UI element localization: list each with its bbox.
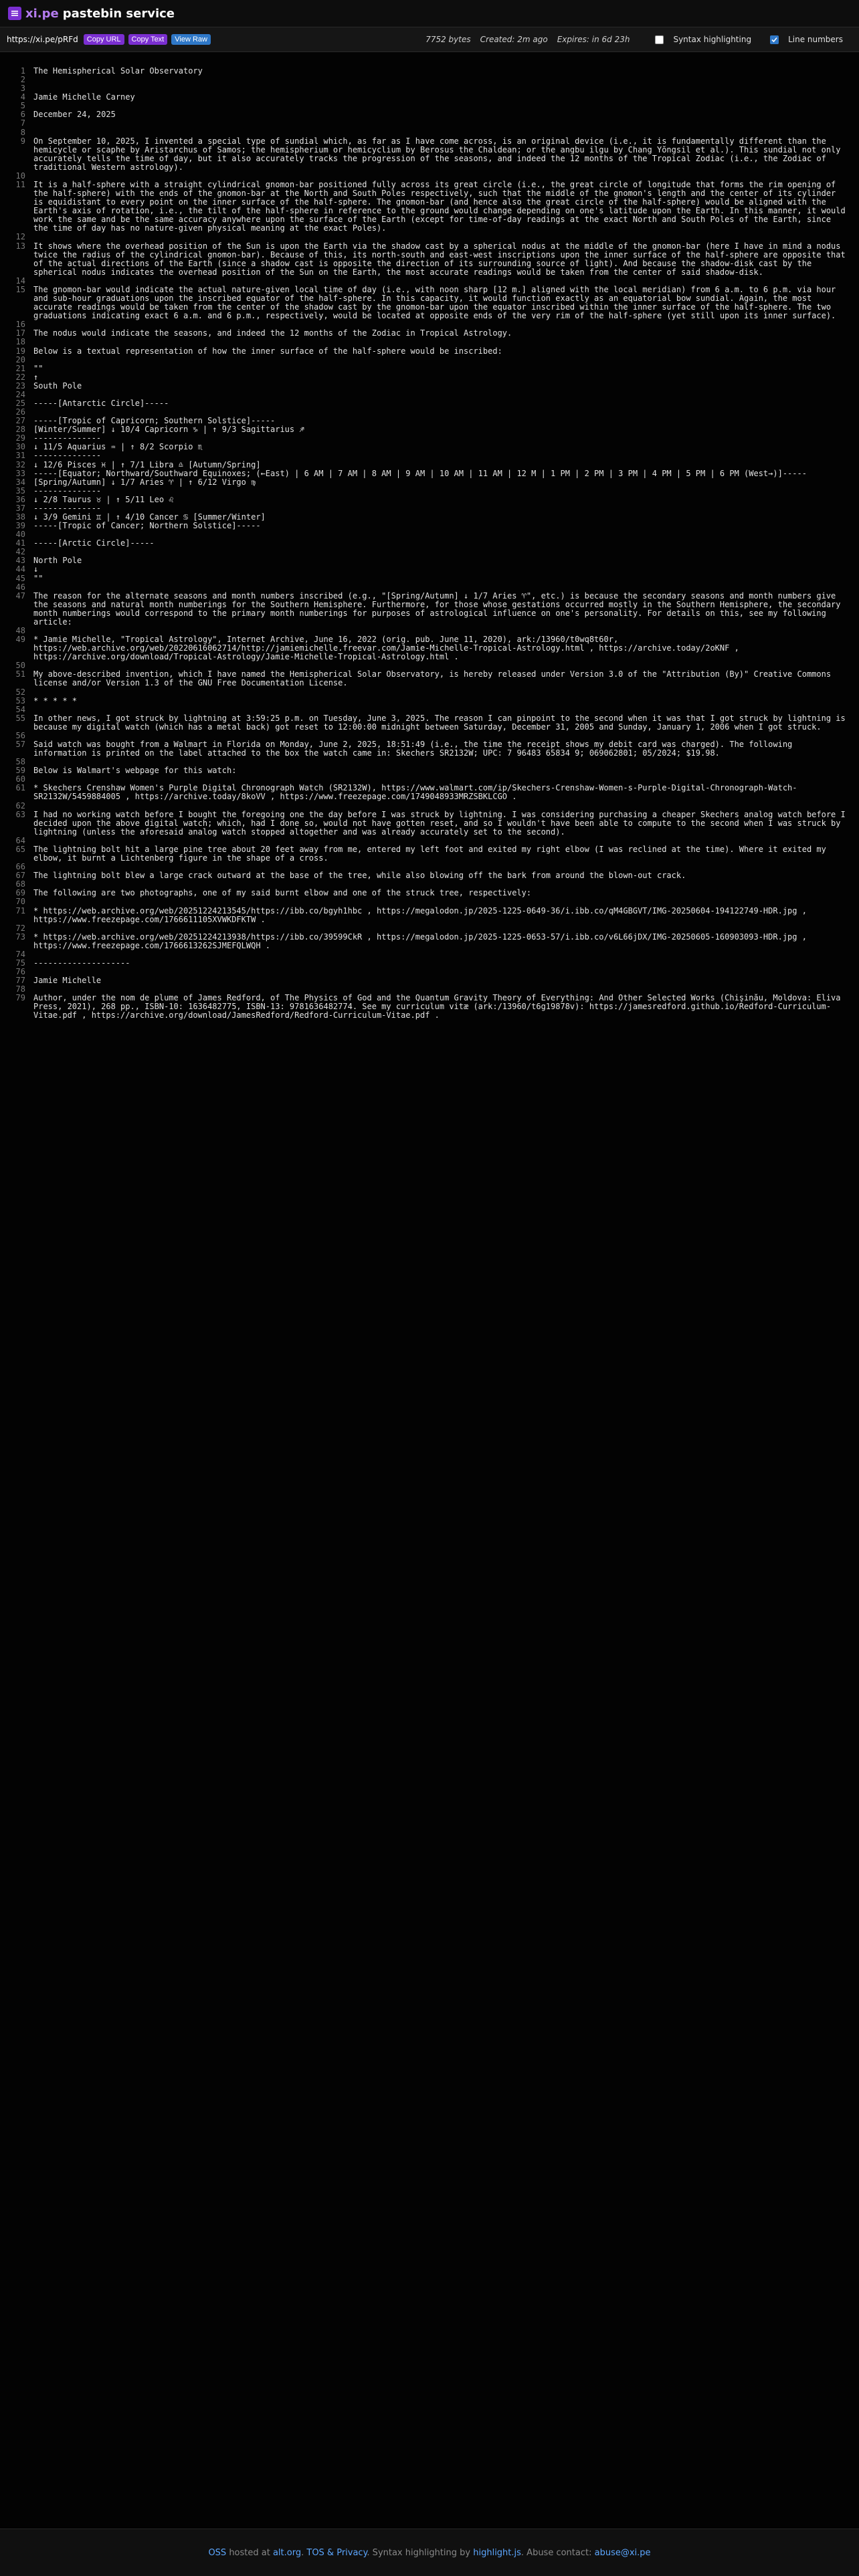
line-number: 24 [15, 389, 25, 399]
line-text: -------------- [33, 451, 102, 461]
code-line [0, 67, 859, 76]
line-text [29, 897, 847, 906]
code-line [0, 76, 859, 84]
line-text: In other news, I got struck by lightning at 3:59:25 p.m. on Tuesday, June 3, 2025. The reason I can pinpoint to the second when it was that I got struck by lightning is because my digital watch (which has a metal back) got reset to 12:00:00 midnight between Saturday, December 31, 2005 and Sunday, January 1, 2006 when I got struck. [33, 713, 850, 732]
code-line [0, 968, 859, 976]
line-number: 58 [15, 757, 25, 767]
code-line [0, 740, 859, 758]
line-text: -----[Equator; Northward/Southward Equinoxes; (←East) | 6 AM | 7 AM | 8 AM | 9 AM | 10 AM | 11 AM | 12 M | 1 PM | 2 PM | 3 PM | 4 PM | 5 PM | 6 PM (West→)]----- [33, 468, 807, 478]
line-number: 52 [15, 687, 25, 697]
code-line [0, 425, 859, 434]
line-number: 40 [15, 530, 25, 540]
line-number: 4 [20, 92, 25, 102]
code-line [0, 469, 859, 478]
line-number: 11 [15, 180, 25, 190]
line-number: 75 [15, 958, 25, 968]
footer-syntax-text: . Syntax highlighting by [367, 2547, 474, 2558]
footer-hljs-link[interactable]: highlight.js [473, 2547, 521, 2558]
line-number: 13 [15, 241, 25, 251]
footer-abuse-link[interactable]: abuse@xi.pe [594, 2547, 651, 2558]
line-text: -------------- [33, 503, 102, 513]
line-text: My above-described invention, which I have named the Hemispherical Solar Observatory, is hereby released under Version 3.0 of the "Attribution (By)" Creative Commons license and/or Version 1.3 of the GNU Free Documentation License. [33, 669, 836, 688]
line-number: 38 [15, 512, 25, 522]
code-line [0, 706, 859, 714]
line-number: 16 [15, 320, 25, 330]
line-text [29, 688, 847, 697]
line-text [29, 102, 847, 110]
line-text [29, 119, 847, 128]
line-text [29, 84, 847, 93]
line-number: 30 [15, 442, 25, 452]
line-text: Author, under the nom de plume of James Redford, of The Physics of God and the Quantum Gravity Theory of Everything: And Other Selected Works (Chişinău, Moldova: Eliva Press, 2021), 268 pp., ISBN-10: 1636482775, ISBN-13: 9781636482774. See my curriculum vitæ (ark:/13960/t6g19878v): https://jamesredford.github.io/Redford-Curriculum-Vitae.pdf , https://archive.org/download/JamesRedford/Redford-Curriculum-Vitae.pdf . [33, 993, 846, 1021]
paste-size: 7752 bytes [425, 35, 471, 44]
line-number: 68 [15, 879, 25, 889]
code-line [0, 443, 859, 451]
code-line [0, 635, 859, 661]
view-raw-button[interactable]: View Raw [171, 34, 211, 45]
code-line [0, 233, 859, 241]
line-number: 15 [15, 284, 25, 294]
line-number: 41 [15, 538, 25, 548]
line-text: * https://web.archive.org/web/20251224213938/https://ibb.co/39599CkR , https://megalodon.jp/2025-1225-0653-57/i.ibb.co/v6L66jDX/IMG-20250605-160903093-HDR.jpg , https://www.freezepage.com/1766613262SJMEFQLWQH . [33, 932, 812, 950]
line-number: 67 [15, 871, 25, 881]
line-number: 45 [15, 573, 25, 583]
line-text: The Hemispherical Solar Observatory [33, 66, 203, 76]
line-number: 32 [15, 459, 25, 469]
line-number: 74 [15, 949, 25, 959]
line-number: 35 [15, 486, 25, 496]
code-line [0, 548, 859, 556]
code-line [0, 181, 859, 233]
line-text: -----[Tropic of Cancer; Northern Solstice]----- [33, 521, 261, 531]
code-line [0, 784, 859, 801]
line-text: * Skechers Crenshaw Women's Purple Digital Chronograph Watch (SR2132W), https://www.walmart.com/ip/Skechers-Crenshaw-Women-s-Purple-Digital-Chronograph-Watch-SR2132W/5459884005 , https://archive.today/8koVV , https://www.freezepage.com/1749048933MRZSBKLCGO . [33, 783, 797, 802]
code-line [0, 137, 859, 172]
footer-oss-link[interactable]: OSS [208, 2547, 227, 2558]
copy-text-button[interactable]: Copy Text [128, 34, 168, 45]
code-line [0, 845, 859, 863]
line-number: 60 [15, 774, 25, 784]
line-text [29, 968, 847, 976]
line-number: 6 [20, 110, 25, 120]
line-text: North Pole [33, 556, 82, 566]
line-text: The reason for the alternate seasons and month numbers inscribed (e.g., "[Spring/Autumn] ↓ 1/7 Aries ♈", etc.) is because the secondary seasons and month numbers give the seasons and natural month numberings for the Southern Hemisphere. Furthermore, for those whose gestations occurred mostly in the Southern Hemisphere, the secondary month numberings would correspond to the primary month numberings for purposes of astrological influence on one's personality. For details on this, see my following article: [33, 591, 846, 627]
brand-domain[interactable]: xi.pe [25, 6, 59, 21]
code-line [0, 356, 859, 364]
line-number: 63 [15, 809, 25, 819]
code-line [0, 565, 859, 574]
line-number: 46 [15, 582, 25, 592]
line-number: 7 [20, 118, 25, 128]
line-number: 78 [15, 984, 25, 994]
code-line [0, 329, 859, 338]
line-text [29, 583, 847, 592]
line-number: 31 [15, 451, 25, 461]
line-text [29, 338, 847, 346]
line-number: 51 [15, 669, 25, 679]
line-text: It shows where the overhead position of the Sun is upon the Earth via the shadow cast by a spherical nodus at the middle of the gnomon-bar (here I have in mind a nodus twice the radius of the cylindrical gnomon-bar). Because of this, its north-south and east-west inscriptions upon the inner surface of the half-sphere are opposite that of the actual directions of the Earth (since a shadow cast is opposite the direction of its surrounding source of light). And because the shadow-disk cast by the spherical nodus indicates the overhead position of the Sun on the Earth, the most accurate readings would be taken from the center of said shadow-disk. [33, 241, 850, 277]
line-text [29, 548, 847, 556]
line-text [29, 391, 847, 399]
line-text: On September 10, 2025, I invented a special type of sundial which, as far as I have come across, is an original device (i.e., it is fundamentally different than the hemicycle or scaphe by Aristarchus of Samos; the hemispherium or hemicyclium by Berosus the Chaldean; or the angbu ilgu by Chang Yŏngsil et al.). This sundial not only accurately tells the time of day, but it also accurately tracks the progression of the seasons, and indeed the 12 months of the Tropical Zodiac (i.e., the Zodiac of traditional Western astrology). [33, 136, 846, 172]
line-text: ↑ [33, 372, 39, 382]
line-text [29, 356, 847, 364]
footer-hosted-text: hosted at [226, 2547, 273, 2558]
line-number: 26 [15, 407, 25, 417]
code-line [0, 277, 859, 286]
line-number: 9 [20, 136, 25, 146]
line-text: * Jamie Michelle, "Tropical Astrology", Internet Archive, June 16, 2022 (orig. pub. June 11, 2020), ark:/13960/t0wq8t60r, https://web.archive.org/web/20220616062714/http://jamiemichelle.freevar.com/Jamie-Michelle-Tropical-Astrology.html , https://archive.today/2oKNF , https://archive.org/download/Tropical-Astrology/Jamie-Michelle-Tropical-Astrology.html . [33, 635, 745, 662]
line-number: 42 [15, 547, 25, 557]
code-line [0, 907, 859, 924]
line-number: 77 [15, 976, 25, 986]
line-text: -----[Tropic of Capricorn; Southern Solstice]----- [33, 416, 276, 426]
code-line [0, 837, 859, 845]
line-text: ↓ 2/8 Taurus ♉ | ↑ 5/11 Leo ♌ [33, 494, 174, 504]
code-line [0, 522, 859, 530]
line-number: 12 [15, 232, 25, 242]
line-number: 17 [15, 328, 25, 338]
line-number: 3 [20, 84, 25, 94]
line-text: The following are two photographs, one of my said burnt elbow and one of the struck tree, respectively: [33, 888, 532, 898]
line-number: 25 [15, 398, 25, 408]
line-text: -------------- [33, 433, 102, 443]
line-text: It is a half-sphere with a straight cylindrical gnomon-bar positioned fully across its great circle (i.e., the great circle of longitude that forms the rim opening of the half-sphere) with the ends of the gnomon-bar at the North and South Poles respectively, such that the middle of the gnomon's length and the center of its cylinder is equidistant to every point on the inner surface of the half-sphere. The gnomon-bar (and hence also the great circle of the half-sphere) would be aligned with the Earth's axis of rotation, i.e., the tilt of the half-sphere in reference to the ground would change depending on one's latitude upon the Earth. In this manner, it would work the same and be the same accuracy anywhere upon the surface of the Earth (except for time-of-day readings at the exact North and South Poles of the Earth, since the time of day has no nature-given physical meaning at the exact Poles). [33, 180, 850, 233]
code-line [0, 399, 859, 408]
line-number: 71 [15, 905, 25, 916]
code-line [0, 924, 859, 933]
code-line [0, 889, 859, 897]
code-line [0, 128, 859, 137]
code-line [0, 556, 859, 565]
code-line [0, 461, 859, 469]
line-text: * * * * * [33, 695, 78, 706]
code-line [0, 697, 859, 706]
line-text: Below is a textual representation of how the inner surface of the half-sphere would be inscribed: [33, 346, 502, 356]
code-line [0, 976, 859, 985]
line-number: 66 [15, 862, 25, 872]
code-line [0, 347, 859, 356]
code-line [0, 959, 859, 968]
line-number: 69 [15, 888, 25, 898]
line-text: The lightning bolt blew a large crack outward at the base of the tree, while also blowing off the bark from around the blown-out crack. [33, 871, 686, 881]
logo-icon [8, 7, 21, 20]
line-text: ↓ 11/5 Aquarius ♒ | ↑ 8/2 Scorpio ♏ [33, 442, 203, 452]
line-number: 53 [15, 695, 25, 706]
code-line [0, 242, 859, 277]
line-text: Said watch was bought from a Walmart in Florida on Monday, June 2, 2025, 18:51:49 (i.e., the time the receipt shows my debit card was charged). The following information is printed on the label attached to the box the watch came in: Skechers SR2132W; UPC: 7 96483 65834 9; 069062801; 05/2024; $19.98. [33, 740, 797, 758]
line-number: 27 [15, 416, 25, 426]
line-text: [Spring/Autumn] ↓ 1/7 Aries ♈ | ↑ 6/12 Virgo ♍ [33, 477, 256, 487]
code-line [0, 382, 859, 391]
code-line [0, 286, 859, 320]
site-header [0, 0, 859, 27]
code-line [0, 714, 859, 732]
line-number: 47 [15, 591, 25, 601]
code-line [0, 897, 859, 906]
code-line [0, 994, 859, 1020]
line-numbers-toggle[interactable] [770, 35, 852, 44]
code-line [0, 478, 859, 487]
footer-tos-link[interactable]: TOS & Privacy [306, 2547, 367, 2558]
line-number: 62 [15, 800, 25, 811]
code-line [0, 496, 859, 504]
line-number: 39 [15, 521, 25, 531]
paste-content [0, 67, 859, 1021]
line-text: ↓ 12/6 Pisces ♓ | ↑ 7/1 Libra ♎ [Autumn/Spring] [33, 459, 261, 469]
code-line [0, 110, 859, 119]
toolbar [0, 27, 859, 52]
code-line [0, 119, 859, 128]
code-line [0, 802, 859, 811]
line-number: 29 [15, 433, 25, 443]
code-line [0, 364, 859, 373]
line-number: 28 [15, 425, 25, 435]
line-text [29, 76, 847, 84]
code-line [0, 373, 859, 382]
footer-sep: . [301, 2547, 307, 2558]
syntax-highlighting-toggle[interactable] [655, 35, 761, 44]
code-line [0, 871, 859, 880]
line-text: -----[Antarctic Circle]----- [33, 398, 169, 408]
line-text: "" [33, 573, 43, 583]
code-line [0, 811, 859, 837]
syntax-label: Syntax highlighting [673, 35, 752, 44]
line-text [29, 950, 847, 959]
code-line [0, 583, 859, 592]
line-number: 72 [15, 923, 25, 933]
line-number: 61 [15, 783, 25, 793]
line-text: -----[Arctic Circle]----- [33, 538, 155, 548]
line-number: 37 [15, 503, 25, 513]
line-number: 49 [15, 635, 25, 645]
line-number: 79 [15, 993, 25, 1003]
line-number: 56 [15, 730, 25, 740]
line-number: 8 [20, 127, 25, 137]
line-text: The nodus would indicate the seasons, and indeed the 12 months of the Zodiac in Tropical Astrology. [33, 328, 512, 338]
line-numbers-label: Line numbers [788, 35, 843, 44]
site-footer [0, 2529, 859, 2576]
code-line [0, 766, 859, 775]
line-text: I had no working watch before I bought the foregoing one the day before I was struck by lightning. I was considering purchasing a cheaper Skechers analog watch before I decided upon the above digital watch; which, had I done so, would not have gotten reset, and so I wouldn't have been able to compute to the second when I was struck by lightning (unless the aforesaid analog watch stopped altogether and was already accurately set to the second). [33, 809, 850, 837]
line-number: 22 [15, 372, 25, 382]
code-line [0, 688, 859, 697]
line-number: 19 [15, 346, 25, 356]
line-text [29, 128, 847, 137]
code-line [0, 592, 859, 627]
line-number: 55 [15, 713, 25, 723]
copy-url-button[interactable]: Copy URL [84, 34, 124, 45]
line-number: 14 [15, 276, 25, 286]
code-line [0, 391, 859, 399]
line-text: -------------------- [33, 958, 130, 968]
footer-host-link[interactable]: alt.org [272, 2547, 302, 2558]
paste-created: Created: 2m ago [480, 35, 548, 44]
line-text: -------------- [33, 486, 102, 496]
line-text [29, 706, 847, 714]
code-line [0, 670, 859, 687]
line-number: 2 [20, 75, 25, 85]
line-text: December 24, 2025 [33, 110, 116, 120]
line-text: "" [33, 363, 43, 373]
line-number: 64 [15, 835, 25, 845]
paste-url[interactable]: https://xi.pe/pRFd [7, 35, 78, 44]
line-number: 20 [15, 354, 25, 364]
line-number: 50 [15, 661, 25, 671]
line-text [29, 277, 847, 286]
line-number: 43 [15, 556, 25, 566]
code-line [0, 93, 859, 102]
code-line [0, 451, 859, 460]
line-number: 73 [15, 932, 25, 942]
brand-service: pastebin service [62, 6, 175, 21]
line-number: 10 [15, 171, 25, 181]
line-number: 76 [15, 967, 25, 977]
code-line [0, 574, 859, 583]
line-text [29, 802, 847, 811]
line-text: South Pole [33, 381, 82, 391]
line-text: Jamie Michelle Carney [33, 92, 135, 102]
line-number: 48 [15, 626, 25, 635]
code-line [0, 933, 859, 950]
paste-expires: Expires: in 6d 23h [557, 35, 630, 44]
line-number: 54 [15, 704, 25, 714]
line-number: 1 [20, 66, 25, 76]
paste-meta [425, 35, 852, 44]
line-text: * https://web.archive.org/web/20251224213545/https://ibb.co/bgyh1hbc , https://megalodon.jp/2025-1225-0649-36/i.ibb.co/qM4GBGVT/IMG-20250604-194122749-HDR.jpg , https://www.freezepage.com/1766611105XVWKDFKTW . [33, 905, 812, 924]
code-line [0, 950, 859, 959]
line-number: 44 [15, 564, 25, 574]
code-line [0, 102, 859, 110]
line-number: 36 [15, 494, 25, 504]
line-text [29, 233, 847, 241]
line-text: ↓ 3/9 Gemini ♊ | ↑ 4/10 Cancer ♋ [Summer/Winter] [33, 512, 266, 522]
line-number: 57 [15, 740, 25, 750]
code-line [0, 539, 859, 548]
line-text: The gnomon-bar would indicate the actual nature-given local time of day (i.e., with noon sharp [12 m.] aligned with the local meridian) from 6 a.m. to 6 p.m. via hour and sub-hour graduations upon the inscribed equator of the half-sphere. In this capacity, it would function exactly as an equatorial bow sundial. Again, the most accurate readings would be taken from the center of the shadow cast by the gnomon-bar upon the equator inscribed within the inner surface of the half-sphere. The two graduations indicating exact 6 a.m. and 6 p.m., respectively, would be located at opposite ends of the very rim of the half-sphere (yet still upon its inner surface). [33, 284, 841, 321]
line-number: 18 [15, 337, 25, 347]
line-number: 34 [15, 477, 25, 487]
line-text: Jamie Michelle [33, 976, 102, 986]
line-number: 59 [15, 766, 25, 776]
line-text: [Winter/Summer] ↓ 10/4 Capricorn ♑ | ↑ 9/3 Sagittarius ♐ [33, 425, 304, 435]
line-text: Below is Walmart's webpage for this watch: [33, 766, 237, 776]
line-text [29, 924, 847, 933]
line-text [29, 837, 847, 845]
code-line [0, 338, 859, 346]
line-number: 33 [15, 468, 25, 478]
line-number: 70 [15, 897, 25, 907]
syntax-checkbox[interactable] [655, 35, 664, 44]
line-number: 65 [15, 844, 25, 854]
line-number: 23 [15, 381, 25, 391]
line-text: The lightning bolt hit a large pine tree about 20 feet away from me, entered my left foot and exited my right elbow (I was reclined at the time). Where it exited my elbow, it burnt a Lichtenberg figure in the shape of a cross. [33, 844, 832, 863]
line-text: ↓ [33, 564, 39, 574]
footer-abuse-text: . Abuse contact: [520, 2547, 595, 2558]
line-numbers-checkbox[interactable] [770, 35, 779, 44]
line-number: 5 [20, 101, 25, 111]
code-line [0, 487, 859, 496]
line-number: 21 [15, 363, 25, 373]
